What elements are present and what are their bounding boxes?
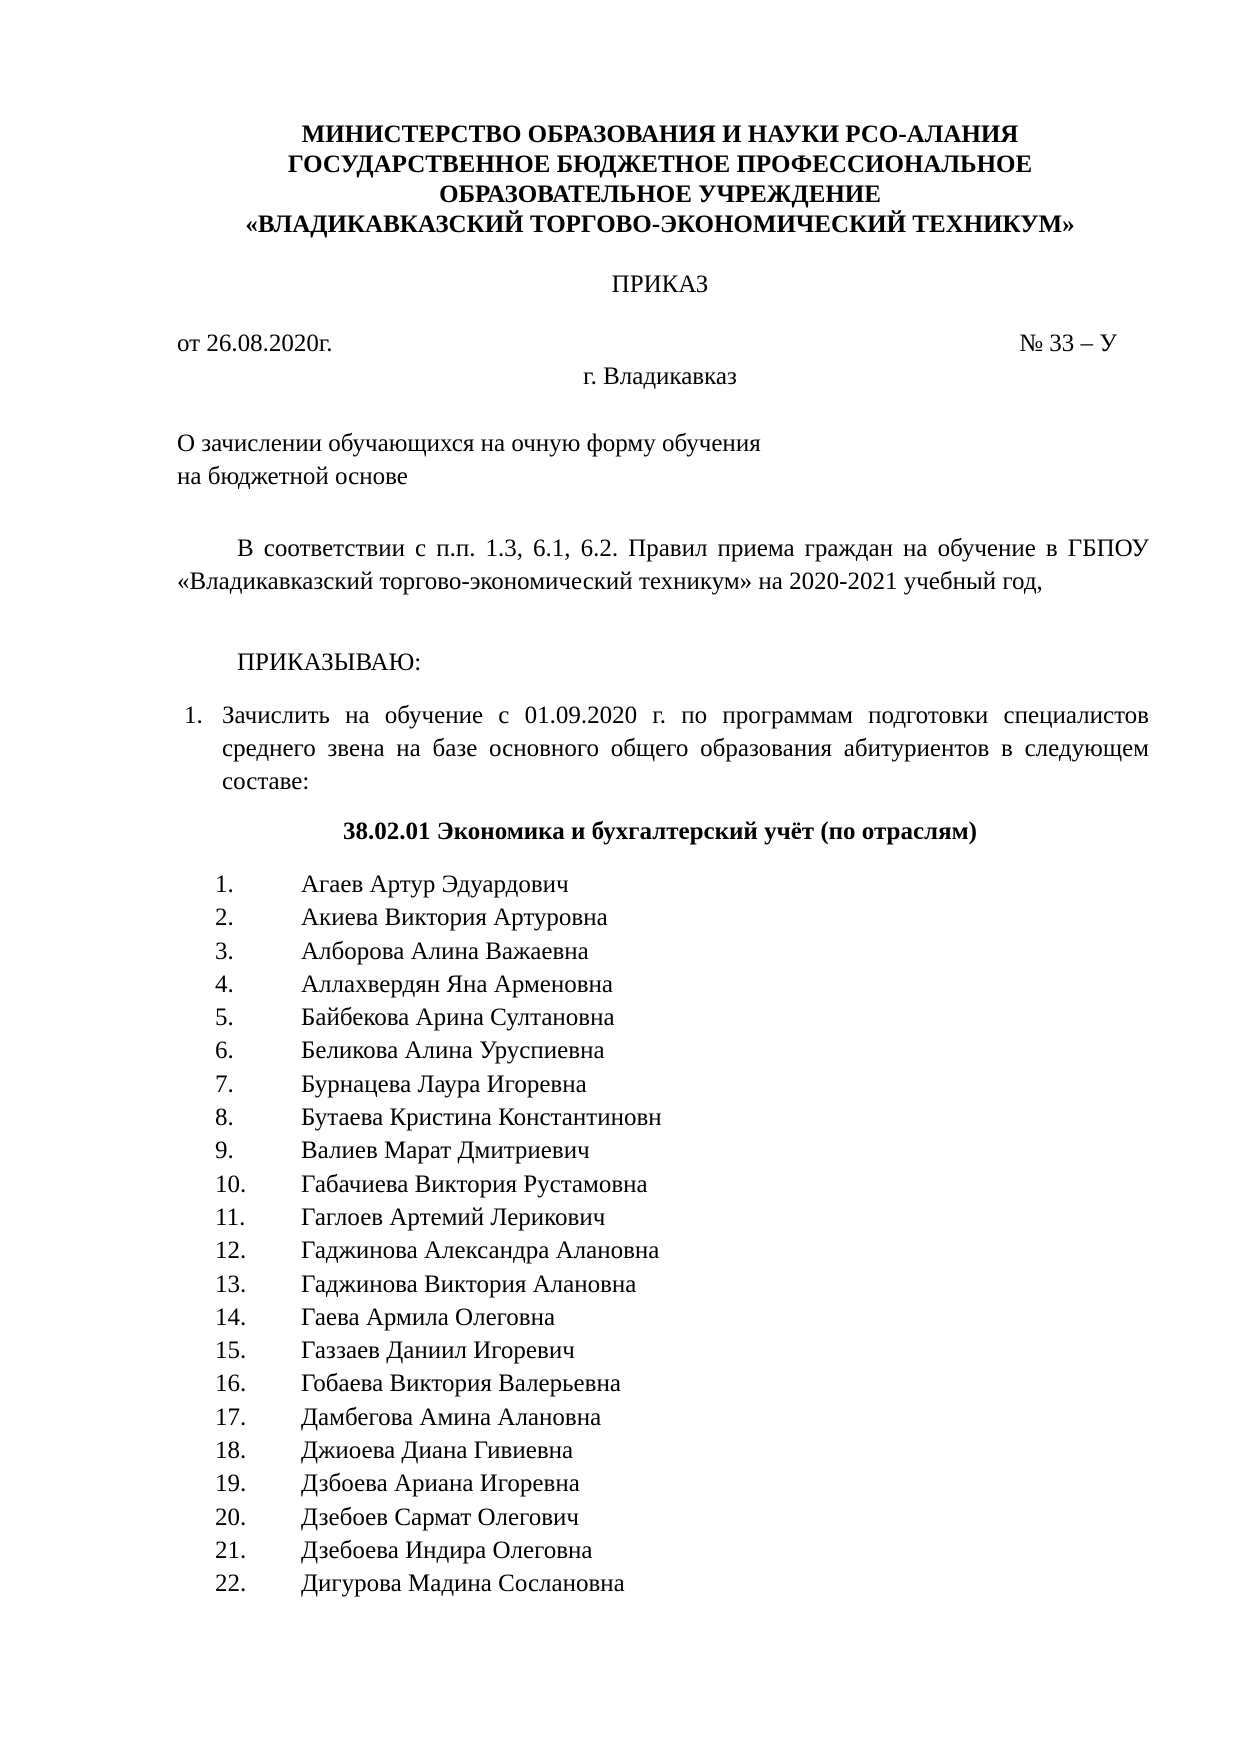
order-preamble: В соответствии с п.п. 1.3, 6.1, 6.2. Правил приема граждан на обучение в ГБПОУ «Владикавказский торгово-экономический техникум» на 2020-2021 учебный год,: [177, 535, 1149, 595]
student-number: 5.: [215, 1004, 234, 1032]
student-number: 12.: [215, 1237, 247, 1265]
student-list-item: [215, 901, 662, 934]
student-list-item: [215, 1534, 662, 1567]
student-name: Гаева Армила Олеговна: [301, 1303, 556, 1331]
student-number: 1.: [215, 871, 234, 898]
student-list-item: [215, 1134, 662, 1167]
order-city: г. Владикавказ: [583, 363, 737, 390]
student-name: Дигурова Мадина Сослановна: [301, 1570, 625, 1598]
header-line-ministry: МИНИСТЕРСТВО ОБРАЗОВАНИЯ И НАУКИ РСО-АЛАНИЯ: [301, 121, 1019, 148]
student-list-item: [215, 1068, 662, 1101]
order-word: ПРИКАЗЫВАЮ:: [237, 649, 422, 676]
student-list-item: [215, 1001, 662, 1034]
student-number: 13.: [215, 1270, 247, 1298]
order-date: от 26.08.2020г.: [177, 330, 333, 357]
student-name: Газзаев Даниил Игоревич: [301, 1337, 575, 1365]
student-number: 15.: [215, 1337, 247, 1365]
student-list-item: [215, 1034, 662, 1067]
student-list-item: [215, 868, 662, 901]
student-number: 19.: [215, 1470, 247, 1498]
document-type: ПРИКАЗ: [611, 271, 709, 298]
student-name: Гаджинова Александра Алановна: [301, 1237, 660, 1265]
student-number: 9.: [215, 1137, 234, 1165]
header-line-institution-kind: ОБРАЗОВАТЕЛЬНОЕ УЧРЕЖДЕНИЕ: [439, 181, 881, 208]
program-title: 38.02.01 Экономика и бухгалтерский учёт (по отраслям): [343, 818, 977, 845]
student-name: Алборова Алина Важаевна: [301, 937, 589, 965]
order-item-number: 1.: [184, 702, 203, 729]
student-number: 4.: [215, 970, 234, 998]
student-list-item: [215, 1101, 662, 1134]
student-list-item: [215, 1234, 662, 1267]
student-list-item: [215, 1268, 662, 1301]
student-number: 7.: [215, 1070, 234, 1098]
student-number: 16.: [215, 1370, 247, 1398]
student-name: Гаджинова Виктория Алановна: [301, 1270, 637, 1298]
student-number: 2.: [215, 904, 234, 932]
student-number: 21.: [215, 1536, 247, 1564]
header-line-institution-type: ГОСУДАРСТВЕННОЕ БЮДЖЕТНОЕ ПРОФЕССИОНАЛЬНОЕ: [287, 151, 1033, 178]
student-list-item: [215, 1501, 662, 1534]
student-list-item: [215, 1567, 662, 1600]
student-name: Гобаева Виктория Валерьевна: [301, 1370, 621, 1398]
student-number: 20.: [215, 1503, 247, 1531]
student-number: 3.: [215, 937, 234, 965]
student-name: Акиева Виктория Артуровна: [301, 904, 608, 932]
student-list: [215, 868, 662, 1601]
student-name: Дзебоева Индира Олеговна: [301, 1536, 593, 1564]
student-name: Габачиева Виктория Рустамовна: [301, 1170, 648, 1198]
student-number: 17.: [215, 1403, 247, 1431]
student-list-item: [215, 1367, 662, 1400]
student-list-item: [215, 1467, 662, 1500]
header-line-institution-name: «ВЛАДИКАВКАЗСКИЙ ТОРГОВО-ЭКОНОМИЧЕСКИЙ ТЕХНИКУМ»: [245, 211, 1075, 238]
student-name: Беликова Алина Уруспиевна: [301, 1037, 605, 1065]
student-name: Джиоева Диана Гивиевна: [301, 1437, 574, 1465]
student-list-item: [215, 1168, 662, 1201]
student-list-item: [215, 1201, 662, 1234]
organization-header: [160, 120, 1160, 240]
student-name: Аллахвердян Яна Арменовна: [301, 970, 614, 998]
subject-line-2: на бюджетной основе: [177, 463, 408, 490]
student-list-item: [215, 1434, 662, 1467]
student-number: 11.: [215, 1203, 246, 1231]
student-list-item: [215, 935, 662, 968]
student-number: 6.: [215, 1037, 234, 1065]
student-list-item: [215, 1401, 662, 1434]
student-number: 10.: [215, 1170, 247, 1198]
student-list-item: [215, 1301, 662, 1334]
student-list-item: [215, 1334, 662, 1367]
student-name: Байбекова Арина Султановна: [301, 1004, 615, 1032]
order-item-text: Зачислить на обучение с 01.09.2020 г. по программам подготовки специалистов среднего звена на базе основного общего образования абитуриентов в следующем составе:: [222, 702, 1149, 795]
student-name: Агаев Артур Эдуардович: [301, 871, 569, 898]
student-name: Дзебоев Сармат Олегович: [301, 1503, 580, 1531]
student-name: Дзбоева Ариана Игоревна: [301, 1470, 580, 1498]
student-number: 14.: [215, 1303, 247, 1331]
student-number: 18.: [215, 1437, 247, 1465]
subject-line-1: О зачислении обучающихся на очную форму обучения: [177, 430, 761, 457]
student-name: Валиев Марат Дмитриевич: [301, 1137, 590, 1165]
student-list-item: [215, 968, 662, 1001]
student-number: 22.: [215, 1570, 247, 1598]
student-name: Бутаева Кристина Константиновн: [301, 1104, 662, 1132]
student-name: Гаглоев Артемий Лерикович: [301, 1203, 606, 1231]
order-number: № 33 – У: [1019, 330, 1117, 357]
student-name: Бурнацева Лаура Игоревна: [301, 1070, 587, 1098]
student-name: Дамбегова Амина Алановна: [301, 1403, 602, 1431]
student-number: 8.: [215, 1104, 234, 1132]
order-subject: [177, 427, 761, 493]
